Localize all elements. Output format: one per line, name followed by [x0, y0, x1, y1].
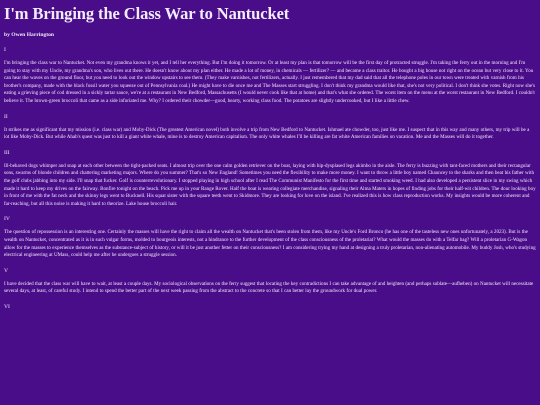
section-number: IV [4, 216, 10, 223]
section-4 [4, 215, 536, 259]
section-number: II [4, 113, 8, 120]
article-byline: by Owen Harrington [4, 32, 55, 38]
section-5 [4, 267, 536, 296]
article-title: I'm Bringing the Class War to Nantucket [4, 4, 290, 23]
section-3 [4, 149, 536, 209]
section-number: III [4, 149, 10, 156]
section-number: V [4, 267, 9, 274]
section-2 [4, 113, 536, 142]
section-text: I'm bringing the class war to Nantucket. Not even my grandma knows it yet, and I tell her everything. But I'm doing it tomorrow. Or at least my plan is that tomorrow will be the first day of protracted struggle. I'm taking the ferry out in the morning and I'm going to stay with my Uncle, my grandma's son, who lives out there. He doesn't know about my plan either. He made a lot of money, in chemicals — fertilizer? — and became a class traitor. He bought a big house not right on the ocean but very close to it. You can hear the waves on the ground floor, but you need to look out the window upstairs to see them. (They make varnishes, not fertilizers, actually. I just remembered that my dad said that all the telephone poles in our town were treated with varnish from his brother's company, made with the black fossil water you squeeze out of Pennsylvania coal.) He might have to die once me and The Masses start struggling. I don't think my grandma would like that, she's not very political. I don't think she votes. Right now she's eating a grieving piece of cod dressed in a sickly tartar sauce, we're at a restaurant in New Bedford, Massachusetts (I would never cook like that at home) and that's what she ordered. The worst item on the menu at the worst restaurant in New Bedford. I couldn't believe it. The brown-green broccoli that came as a side infuriated me. Why? I ordered their chowder—good, hearty, working class food. The potatoes are slightly undercooked, but I like a little chew. [4, 60, 536, 104]
section-number: I [4, 47, 6, 53]
section-6 [4, 303, 536, 311]
section-number: VI [4, 303, 10, 310]
section-text: It strikes me as significant that my mission (i.e. class war) and Moby-Dick (The greatest American novel) both involve a trip from New Bedford to Nantucket. Ishmael ate chowder, too, just like me. I suspect that in this way and many others, my trip will be a lot like Moby-Dick. But while Ahab's quest was just to kill a giant white whale, mine is to destroy American capitalism. The only white whales I'll be killing are fat white American families on vacation. Me and the Masses will do it together. [4, 126, 530, 141]
section-text: Ill-behaved dogs whimper and snap at each other between the tight-packed seats. I almost trip over the one calm golden retriever on the boat, laying with hip-dysplased legs akimbo in the aisle. The ferry is buzzing with tant-faced mothers and their rectangular sons, swarms of blonde children and chattering marketing majors. Where do you summer? That's so New England! Sometimes you need the flexibility to make more money. I want to throw a little boy named Chauncey to the sharks and then beat his father with the golf clubs jabbing into my side. I'll snap that fucker. Golf is counterrevolutionary. I stopped playing in high school after I read The Communist Manifesto for the first time and started smoking weed. I had also developed a persistent slice in my swing which made it hard to keep my drives on the fairway. Bonfire tonight on the beach. Pick me up in your Range Rover. Half the boat is wearing collegiate merchandise, signaling their Alma Maters in hopes of finding jobs for their half-wit children. The dour looking boy in front of me with the fat neck and the skinny legs went to Bucknell. His squat sister with the square teeth went to Skidmore. They are looking for love on the island. I've realized this is how class reproduction works. My insights would be more coherent and far-reaching, but all this noise is making it hard to theorize. Lake house broccoli hair. [4, 162, 536, 207]
section-text: I have decided that the class war will have to wait, at least a couple days. My sociological observations on the ferry suggest that locating the key contradictions I can take advantage of and heighten (and perhaps sublate—aufheben) on Nantucket will necessitate several days, at least, of careful study. I intend to spend the better part of the next week passing from the abstract to the concrete so that I can better lay the groundwork for dual power. [4, 280, 534, 295]
section-1 [4, 46, 536, 106]
section-text: The question of repossession is an interesting one. Certainly the masses will have the right to claim all the wealth on Nantucket that's been stolen from them, like my Uncle's Ford Bronco (he has one of the tasteless new ones unfortunately, a 2023). But is the wealth on Nantucket, concentrated as it is in such vulgar forms, molded to bourgeois interests, not a hindrance to the further development of the class consciousness of the proletariat? What would the masses do with a Telfar bag? Will a proletarian G-Wagon allow for the masses to experience themselves as the substance-subject of history, or will it be just another fetter on their consciousness? I am considering trying my hand at designing a truly proletarian, non-alienating automobile. My buddy Josh, who's studying electrical engineering at UMass, could help me after he undergoes a struggle session. [4, 229, 536, 259]
